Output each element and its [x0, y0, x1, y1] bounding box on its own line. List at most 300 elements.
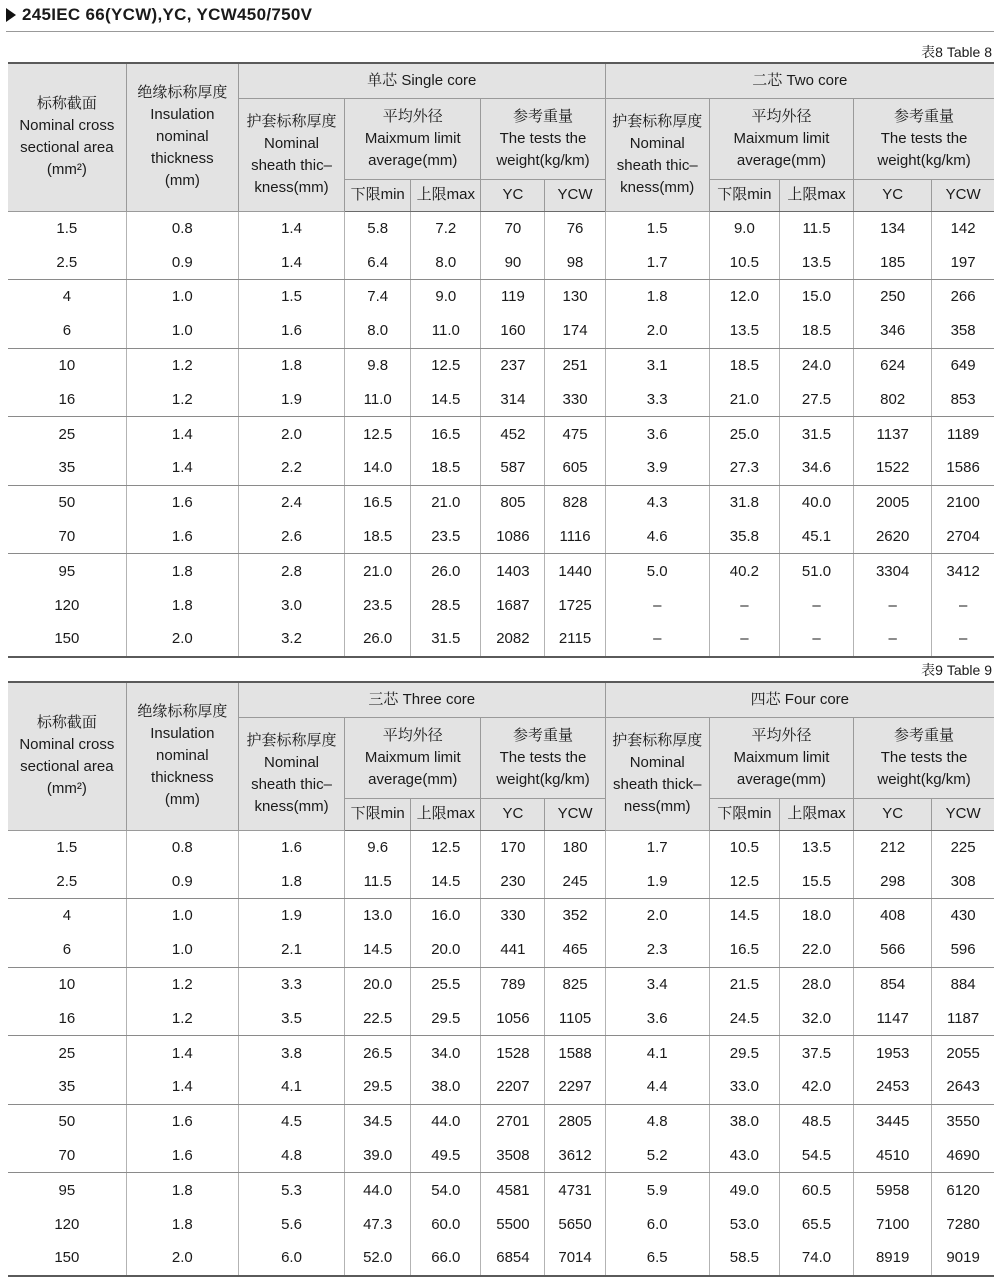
table-cell: 3.3: [238, 967, 344, 1001]
header-diameter-line: 平均外径: [751, 107, 812, 125]
table-cell: 120: [8, 1207, 126, 1241]
table-cell: 1116: [545, 520, 605, 554]
table-cell: 5.2: [605, 1139, 709, 1173]
table-cell: 1.8: [238, 348, 344, 382]
header-insulation-line: thickness: [151, 150, 214, 168]
table-cell: 2.1: [238, 933, 344, 967]
table-cell: 119: [481, 280, 545, 314]
table-cell: 44.0: [411, 1104, 481, 1138]
header-diameter-line: average(mm): [368, 151, 458, 169]
table-cell: 3.6: [605, 417, 709, 451]
table-cell: 1.2: [126, 382, 238, 416]
table-cell: 29.5: [411, 1001, 481, 1035]
header-yc: YC: [854, 798, 932, 830]
header-yc: YC: [854, 179, 932, 211]
table-row: [8, 348, 994, 382]
table-row: [8, 1241, 994, 1276]
header-weight-line: The tests the: [499, 748, 587, 766]
header-sheath-line: 护套标称厚度: [612, 112, 703, 130]
table-cell: 13.5: [779, 830, 853, 864]
table-cell: 142: [932, 211, 994, 245]
table-cell: 35: [8, 1070, 126, 1104]
table-cell: 50: [8, 485, 126, 519]
header-diameter-line: Maixmum limit: [364, 129, 461, 147]
header-max: 上限max: [779, 179, 853, 211]
table-cell: 54.5: [779, 1139, 853, 1173]
table-cell: 13.5: [709, 314, 779, 348]
table-cell: 0.9: [126, 245, 238, 279]
table-cell: 6.0: [605, 1207, 709, 1241]
table-cell: 2082: [481, 622, 545, 657]
header-min: 下限min: [709, 179, 779, 211]
header-sheath-thickness: [238, 98, 344, 211]
table-cell: 13.0: [345, 899, 411, 933]
table-cell: 587: [481, 451, 545, 485]
table-cell: 0.8: [126, 830, 238, 864]
table-cell: 20.0: [411, 933, 481, 967]
table-cell: 37.5: [779, 1036, 853, 1070]
table-row: [8, 211, 994, 245]
table-cell: 1528: [481, 1036, 545, 1070]
table-cell: 25: [8, 1036, 126, 1070]
table-cell: 18.5: [411, 451, 481, 485]
table-cell: 39.0: [345, 1139, 411, 1173]
header-average-diameter: [709, 717, 853, 798]
table-cell: 18.5: [345, 520, 411, 554]
header-insulation-line: thickness: [151, 769, 214, 787]
table-cell: 1588: [545, 1036, 605, 1070]
table-cell: –: [779, 622, 853, 657]
table-row: [8, 417, 994, 451]
table-cell: –: [605, 588, 709, 622]
table-9-label: 表9 Table 9: [921, 662, 992, 678]
table-cell: 2.3: [605, 933, 709, 967]
table-cell: 28.0: [779, 967, 853, 1001]
header-weight-line: The tests the: [880, 748, 968, 766]
table-cell: 212: [854, 830, 932, 864]
table-cell: 4.1: [605, 1036, 709, 1070]
header-weight-line: The tests the: [880, 129, 968, 147]
table-cell: 6.0: [238, 1241, 344, 1276]
table-cell: 1.2: [126, 967, 238, 1001]
table-cell: 27.3: [709, 451, 779, 485]
header-group-title: 四芯 Four core: [605, 682, 994, 717]
table-cell: 9.0: [709, 211, 779, 245]
table-cell: 1.5: [8, 211, 126, 245]
table-row: [8, 245, 994, 279]
document-title-text: 245IEC 66(YCW),YC, YCW450/750V: [22, 5, 313, 24]
table-cell: 1.8: [126, 554, 238, 588]
table-cell: 130: [545, 280, 605, 314]
table-cell: 6120: [932, 1173, 994, 1207]
table-cell: 29.5: [345, 1070, 411, 1104]
table-cell: 38.0: [709, 1104, 779, 1138]
table-cell: 74.0: [779, 1241, 853, 1276]
table-cell: 1586: [932, 451, 994, 485]
header-sheath-thickness: [238, 717, 344, 830]
header-average-diameter: [709, 98, 853, 179]
header-sheath-line: Nominal: [264, 134, 320, 152]
table-cell: 789: [481, 967, 545, 1001]
table-cell: 1086: [481, 520, 545, 554]
table-cell: 90: [481, 245, 545, 279]
table-cell: 1.4: [238, 245, 344, 279]
table-row: [8, 588, 994, 622]
table-cell: 27.5: [779, 382, 853, 416]
table-8-label: 表8 Table 8: [921, 44, 992, 60]
table-cell: 330: [481, 899, 545, 933]
table-cell: 25.5: [411, 967, 481, 1001]
table-cell: 26.0: [345, 622, 411, 657]
table-row: [8, 485, 994, 519]
table-cell: 1440: [545, 554, 605, 588]
table-cell: 28.5: [411, 588, 481, 622]
table-row: [8, 1104, 994, 1138]
table-cell: 1.9: [238, 899, 344, 933]
header-sheath-line: sheath thic–: [251, 775, 332, 793]
table-cell: 2055: [932, 1036, 994, 1070]
triangle-bullet-icon: [6, 8, 16, 22]
table-row: [8, 1001, 994, 1035]
table-cell: 29.5: [709, 1036, 779, 1070]
table-cell: 16.5: [709, 933, 779, 967]
table-cell: 430: [932, 899, 994, 933]
title-rule: [6, 31, 994, 32]
table-cell: 1.6: [126, 485, 238, 519]
header-diameter-line: Maixmum limit: [364, 748, 461, 766]
table-cell: 245: [545, 864, 605, 898]
table-cell: 3.2: [238, 622, 344, 657]
header-weight-line: The tests the: [499, 129, 587, 147]
table-cell: 1137: [854, 417, 932, 451]
table-cell: 3445: [854, 1104, 932, 1138]
table-cell: 15.5: [779, 864, 853, 898]
table-cell: 12.0: [709, 280, 779, 314]
table-cell: 15.0: [779, 280, 853, 314]
table-cell: 314: [481, 382, 545, 416]
table-cell: 43.0: [709, 1139, 779, 1173]
table-cell: 22.5: [345, 1001, 411, 1035]
table-cell: 2704: [932, 520, 994, 554]
table-cell: 7.2: [411, 211, 481, 245]
table-cell: 9019: [932, 1241, 994, 1276]
document-title: [6, 2, 312, 28]
table-row: [8, 1139, 994, 1173]
table-cell: 2701: [481, 1104, 545, 1138]
table-cell: 1.0: [126, 933, 238, 967]
table-cell: 35.8: [709, 520, 779, 554]
table-cell: 70: [8, 520, 126, 554]
table-cell: 408: [854, 899, 932, 933]
table-row: [8, 1036, 994, 1070]
table-cell: 3.6: [605, 1001, 709, 1035]
header-sheath-line: ness(mm): [623, 797, 691, 815]
table-cell: 1.6: [126, 520, 238, 554]
table-cell: 2005: [854, 485, 932, 519]
header-weight-line: 参考重量: [512, 107, 573, 125]
table-cell: 1.5: [605, 211, 709, 245]
table-cell: 298: [854, 864, 932, 898]
table-cell: 49.5: [411, 1139, 481, 1173]
table-cell: 4: [8, 899, 126, 933]
table-cell: 452: [481, 417, 545, 451]
table-cell: 225: [932, 830, 994, 864]
table-cell: 60.0: [411, 1207, 481, 1241]
header-weight-line: 参考重量: [894, 726, 955, 744]
header-insulation-line: Insulation: [150, 725, 215, 743]
header-sheath-line: kness(mm): [254, 178, 329, 196]
table-cell: –: [932, 588, 994, 622]
table-cell: 3.0: [238, 588, 344, 622]
table-body: [8, 211, 994, 657]
table-cell: 2.6: [238, 520, 344, 554]
table-cell: 251: [545, 348, 605, 382]
table-cell: 16: [8, 382, 126, 416]
table-row: [8, 1070, 994, 1104]
table-cell: 7100: [854, 1207, 932, 1241]
header-section-line: sectional area: [20, 758, 114, 776]
table-cell: 4731: [545, 1173, 605, 1207]
table-cell: 2805: [545, 1104, 605, 1138]
table-cell: 11.0: [411, 314, 481, 348]
table-cell: 34.0: [411, 1036, 481, 1070]
table-cell: 1.4: [238, 211, 344, 245]
table-cell: 330: [545, 382, 605, 416]
table-cell: 2643: [932, 1070, 994, 1104]
table-cell: 21.0: [345, 554, 411, 588]
table-row: [8, 899, 994, 933]
table-cell: 40.0: [779, 485, 853, 519]
table-cell: 2620: [854, 520, 932, 554]
table-cell: 352: [545, 899, 605, 933]
table-cell: 35: [8, 451, 126, 485]
table-cell: 8.0: [345, 314, 411, 348]
table-cell: –: [709, 588, 779, 622]
table-cell: 7014: [545, 1241, 605, 1276]
table-header: [8, 682, 994, 830]
table-cell: 266: [932, 280, 994, 314]
header-insulation-line: nominal: [156, 747, 209, 765]
table-cell: 6854: [481, 1241, 545, 1276]
table-cell: 825: [545, 967, 605, 1001]
header-insulation-line: Insulation: [150, 106, 215, 124]
table-cell: 3.9: [605, 451, 709, 485]
table-cell: 20.0: [345, 967, 411, 1001]
header-sheath-line: Nominal: [629, 134, 685, 152]
table-cell: 54.0: [411, 1173, 481, 1207]
table-cell: 2100: [932, 485, 994, 519]
table-row: [8, 451, 994, 485]
table-cell: 3304: [854, 554, 932, 588]
table-cell: 1.8: [605, 280, 709, 314]
header-ycw: YCW: [932, 179, 994, 211]
table-cell: 14.5: [411, 382, 481, 416]
table-cell: 2.8: [238, 554, 344, 588]
table-cell: 4.5: [238, 1104, 344, 1138]
table-cell: 18.5: [779, 314, 853, 348]
table-cell: 180: [545, 830, 605, 864]
table-cell: 31.5: [411, 622, 481, 657]
header-reference-weight: [854, 98, 994, 179]
table-cell: 3.4: [605, 967, 709, 1001]
table-cell: 1.0: [126, 314, 238, 348]
table-row: [8, 967, 994, 1001]
table-cell: 853: [932, 382, 994, 416]
table-cell: 26.5: [345, 1036, 411, 1070]
header-weight-line: weight(kg/km): [877, 770, 971, 788]
header-min: 下限min: [345, 798, 411, 830]
table-cell: 3.3: [605, 382, 709, 416]
table-cell: 7280: [932, 1207, 994, 1241]
header-min: 下限min: [345, 179, 411, 211]
table-cell: 45.1: [779, 520, 853, 554]
table-cell: –: [709, 622, 779, 657]
table-cell: 185: [854, 245, 932, 279]
table-cell: 32.0: [779, 1001, 853, 1035]
table-cell: 47.3: [345, 1207, 411, 1241]
table-cell: 1.8: [126, 588, 238, 622]
header-weight-line: weight(kg/km): [877, 151, 971, 169]
table-cell: 2.0: [126, 622, 238, 657]
table-cell: 2297: [545, 1070, 605, 1104]
table-cell: 1.6: [238, 830, 344, 864]
table-cell: 802: [854, 382, 932, 416]
header-ycw: YCW: [932, 798, 994, 830]
table-cell: 11.5: [779, 211, 853, 245]
header-section-line: Nominal cross: [19, 117, 115, 135]
table-cell: 624: [854, 348, 932, 382]
table-cell: 2.0: [238, 417, 344, 451]
header-ycw: YCW: [545, 179, 605, 211]
header-section-line: (mm²): [46, 161, 87, 179]
table-cell: 150: [8, 622, 126, 657]
table-cell: 16.0: [411, 899, 481, 933]
table-cell: 1953: [854, 1036, 932, 1070]
table-header: [8, 63, 994, 211]
table-cell: 4.8: [238, 1139, 344, 1173]
header-sheath-line: Nominal: [629, 753, 685, 771]
header-yc: YC: [481, 798, 545, 830]
header-sheath-thickness: [605, 98, 709, 211]
table-cell: 1.9: [605, 864, 709, 898]
table-cell: 1.0: [126, 899, 238, 933]
table-cell: 14.5: [709, 899, 779, 933]
table-cell: –: [932, 622, 994, 657]
table-cell: 1.9: [238, 382, 344, 416]
table-cell: 2.0: [126, 1241, 238, 1276]
header-max: 上限max: [411, 179, 481, 211]
table-cell: 76: [545, 211, 605, 245]
table-cell: 1.0: [126, 280, 238, 314]
table-cell: 0.9: [126, 864, 238, 898]
table-cell: 5.9: [605, 1173, 709, 1207]
table-cell: 150: [8, 1241, 126, 1276]
table-cell: 4510: [854, 1139, 932, 1173]
table-cell: 197: [932, 245, 994, 279]
table-cell: 1.5: [238, 280, 344, 314]
header-diameter-line: 平均外径: [751, 726, 812, 744]
table-cell: 1.8: [238, 864, 344, 898]
header-average-diameter: [345, 717, 481, 798]
header-min: 下限min: [709, 798, 779, 830]
header-diameter-line: Maixmum limit: [733, 748, 830, 766]
table-cell: –: [779, 588, 853, 622]
table-cell: 44.0: [345, 1173, 411, 1207]
header-diameter-line: average(mm): [736, 770, 827, 788]
table-cell: 174: [545, 314, 605, 348]
table-cell: 21.0: [709, 382, 779, 416]
header-sheath-line: 护套标称厚度: [612, 731, 703, 749]
table-cell: 65.5: [779, 1207, 853, 1241]
table-cell: 8919: [854, 1241, 932, 1276]
table-cell: 23.5: [345, 588, 411, 622]
table-cell: 9.8: [345, 348, 411, 382]
table-cell: 26.0: [411, 554, 481, 588]
table-cell: 2453: [854, 1070, 932, 1104]
header-diameter-line: Maixmum limit: [733, 129, 830, 147]
table-cell: 25: [8, 417, 126, 451]
table-cell: 22.0: [779, 933, 853, 967]
table-cell: 4690: [932, 1139, 994, 1173]
table-cell: 160: [481, 314, 545, 348]
table-cell: 31.8: [709, 485, 779, 519]
table-cell: 14.5: [411, 864, 481, 898]
table-cell: 13.5: [779, 245, 853, 279]
table-cell: 4.4: [605, 1070, 709, 1104]
header-insulation-line: 绝缘标称厚度: [137, 703, 228, 721]
table-body: [8, 830, 994, 1276]
table-cell: 2.2: [238, 451, 344, 485]
table-cell: 50: [8, 1104, 126, 1138]
header-section-line: sectional area: [20, 139, 114, 157]
table-cell: 346: [854, 314, 932, 348]
table-cell: 95: [8, 1173, 126, 1207]
table-cell: 566: [854, 933, 932, 967]
table-cell: 1403: [481, 554, 545, 588]
table-cell: 4.8: [605, 1104, 709, 1138]
table-cell: 1.4: [126, 1070, 238, 1104]
table-cell: 6.4: [345, 245, 411, 279]
table-cell: 1.7: [605, 830, 709, 864]
table-cell: 16.5: [411, 417, 481, 451]
table-cell: 24.5: [709, 1001, 779, 1035]
table-cell: 11.5: [345, 864, 411, 898]
header-sheath-line: kness(mm): [620, 178, 695, 196]
header-reference-weight: [481, 98, 605, 179]
table-cell: 828: [545, 485, 605, 519]
table-cell: 1.2: [126, 1001, 238, 1035]
table-row: [8, 1173, 994, 1207]
table-cell: 12.5: [709, 864, 779, 898]
table-cell: 237: [481, 348, 545, 382]
table-cell: 70: [8, 1139, 126, 1173]
table-cell: 250: [854, 280, 932, 314]
header-section-line: Nominal cross: [19, 736, 115, 754]
table-cell: 441: [481, 933, 545, 967]
table-cell: 95: [8, 554, 126, 588]
table-cell: 5958: [854, 1173, 932, 1207]
table-row: [8, 280, 994, 314]
table-cell: 1147: [854, 1001, 932, 1035]
header-diameter-line: average(mm): [736, 151, 827, 169]
header-sheath-line: sheath thick–: [613, 775, 702, 793]
header-sheath-thickness: [605, 717, 709, 830]
header-sheath-line: sheath thic–: [616, 156, 698, 174]
header-yc: YC: [481, 179, 545, 211]
table-cell: 475: [545, 417, 605, 451]
table-row: [8, 382, 994, 416]
header-section-line: 标称截面: [36, 95, 97, 113]
